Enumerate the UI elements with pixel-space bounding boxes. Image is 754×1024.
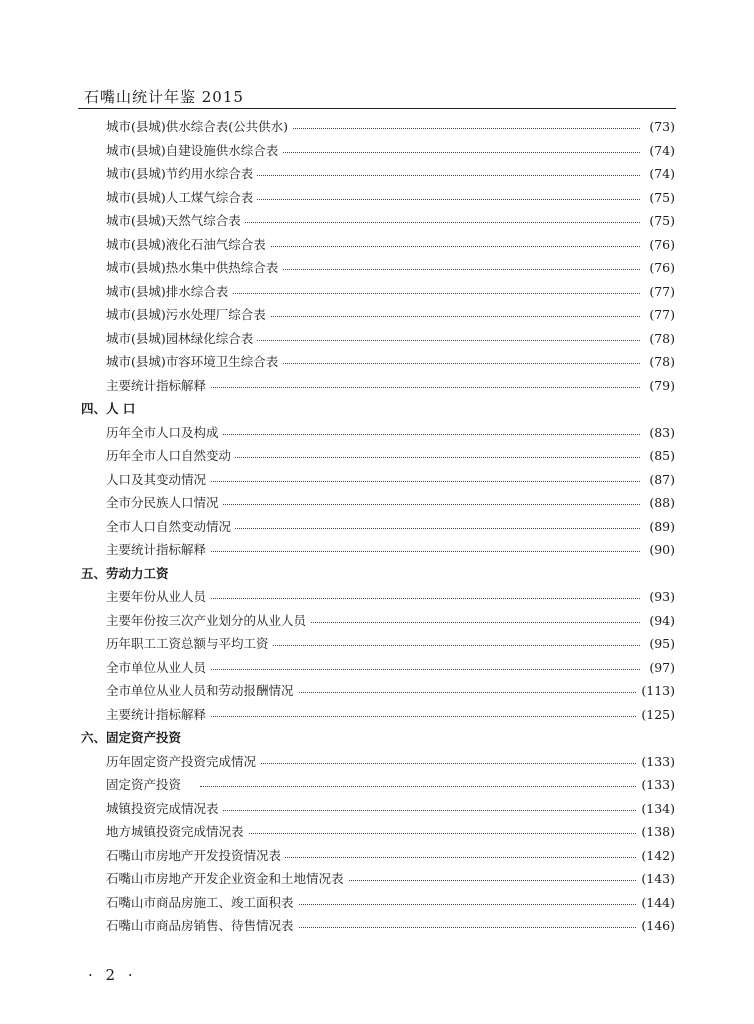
entry-page-number: (125) <box>637 703 675 727</box>
entry-title: 地方城镇投资完成情况表 <box>106 820 248 844</box>
toc-entry <box>0 750 754 774</box>
entry-page-number: (138) <box>637 820 675 844</box>
toc-entry <box>0 867 754 891</box>
header-rule <box>78 108 676 109</box>
entry-page-number: (90) <box>645 538 675 562</box>
dot-leader <box>200 175 640 176</box>
dot-leader <box>200 457 640 458</box>
entry-title: 石嘴山市房地产开发企业资金和土地情况表 <box>106 867 348 891</box>
entry-page-number: (77) <box>645 303 675 327</box>
entry-page-number: (76) <box>645 256 675 280</box>
entry-title: 城市(县城)天然气综合表 <box>106 209 245 233</box>
entry-title: 全市单位从业人员和劳动报酬情况 <box>106 679 298 703</box>
toc-entry <box>0 444 754 468</box>
toc-entry <box>0 515 754 539</box>
entry-page-number: (113) <box>637 679 675 703</box>
dot-leader <box>200 481 640 482</box>
entry-title: 历年全市人口自然变动 <box>106 444 235 468</box>
table-of-contents <box>0 115 754 938</box>
toc-entry <box>0 538 754 562</box>
toc-entry <box>0 256 754 280</box>
entry-title: 历年职工工资总额与平均工资 <box>106 632 273 656</box>
toc-entry <box>0 421 754 445</box>
section-title: 五、劳动力工资 <box>81 565 169 581</box>
dot-leader <box>200 810 640 811</box>
entry-page-number: (95) <box>645 632 675 656</box>
entry-title: 石嘴山市商品房施工、竣工面积表 <box>106 891 298 915</box>
entry-title: 历年固定资产投资完成情况 <box>106 750 260 774</box>
entry-page-number: (79) <box>645 374 675 398</box>
toc-entry <box>0 303 754 327</box>
entry-title: 历年全市人口及构成 <box>106 421 223 445</box>
toc-entry <box>0 468 754 492</box>
entry-title: 石嘴山市商品房销售、待售情况表 <box>106 914 298 938</box>
entry-title: 城市(县城)热水集中供热综合表 <box>106 256 282 280</box>
entry-page-number: (97) <box>645 656 675 680</box>
entry-page-number: (93) <box>645 585 675 609</box>
entry-title: 城市(县城)排水综合表 <box>106 280 232 304</box>
entry-page-number: (78) <box>645 350 675 374</box>
section-title: 四、人 口 <box>81 401 136 416</box>
toc-entry <box>0 797 754 821</box>
toc-entry <box>0 233 754 257</box>
dot-leader <box>200 763 640 764</box>
dot-leader <box>200 504 640 505</box>
toc-entry <box>0 679 754 703</box>
dot-leader <box>200 387 640 388</box>
entry-page-number: (78) <box>645 327 675 351</box>
entry-page-number: (134) <box>637 797 675 821</box>
entry-page-number: (74) <box>645 162 675 186</box>
entry-page-number: (143) <box>637 867 675 891</box>
toc-entry <box>0 914 754 938</box>
entry-page-number: (73) <box>645 115 675 139</box>
entry-page-number: (142) <box>637 844 675 868</box>
entry-title: 主要年份从业人员 <box>106 585 210 609</box>
entry-title: 城市(县城)节约用水综合表 <box>106 162 257 186</box>
dot-leader <box>200 598 640 599</box>
dot-leader <box>200 434 640 435</box>
entry-title: 城市(县城)液化石油气综合表 <box>106 233 270 257</box>
toc-entry <box>0 585 754 609</box>
toc-entry <box>0 656 754 680</box>
entry-title: 主要统计指标解释 <box>106 538 210 562</box>
entry-title: 城市(县城)人工煤气综合表 <box>106 186 257 210</box>
entry-title: 城镇投资完成情况表 <box>106 797 223 821</box>
dot-leader <box>200 340 640 341</box>
section-title: 六、固定资产投资 <box>81 730 182 745</box>
dot-leader <box>200 551 640 552</box>
dot-leader <box>200 222 640 223</box>
toc-entry <box>0 491 754 515</box>
entry-page-number: (133) <box>637 750 675 774</box>
toc-entry <box>0 844 754 868</box>
entry-page-number: (144) <box>637 891 675 915</box>
entry-title: 固定资产投资 <box>106 773 185 797</box>
toc-section-heading <box>0 726 754 750</box>
entry-title: 石嘴山市房地产开发投资情况表 <box>106 844 285 868</box>
entry-title: 全市单位从业人员 <box>106 656 210 680</box>
dot-leader <box>200 716 640 717</box>
entry-title: 城市(县城)自建设施供水综合表 <box>106 139 282 163</box>
entry-title: 城市(县城)园林绿化综合表 <box>106 327 257 351</box>
entry-page-number: (77) <box>645 280 675 304</box>
toc-entry <box>0 162 754 186</box>
entry-page-number: (133) <box>637 773 675 797</box>
entry-title: 城市(县城)污水处理厂综合表 <box>106 303 270 327</box>
toc-entry <box>0 609 754 633</box>
entry-title: 人口及其变动情况 <box>106 468 210 492</box>
dot-leader <box>200 669 640 670</box>
toc-entry <box>0 350 754 374</box>
entry-page-number: (85) <box>645 444 675 468</box>
dot-leader <box>200 199 640 200</box>
toc-entry <box>0 115 754 139</box>
entry-title: 全市人口自然变动情况 <box>106 515 235 539</box>
toc-entry <box>0 703 754 727</box>
entry-page-number: (146) <box>637 914 675 938</box>
toc-section-heading <box>0 562 754 586</box>
toc-entry <box>0 186 754 210</box>
entry-title: 主要统计指标解释 <box>106 703 210 727</box>
dot-leader <box>200 293 640 294</box>
entry-page-number: (94) <box>645 609 675 633</box>
entry-page-number: (76) <box>645 233 675 257</box>
page-number: · 2 · <box>88 966 137 984</box>
entry-title: 主要统计指标解释 <box>106 374 210 398</box>
entry-page-number: (75) <box>645 209 675 233</box>
toc-entry <box>0 632 754 656</box>
dot-leader <box>200 528 640 529</box>
entry-title: 城市(县城)供水综合表(公共供水) <box>106 115 292 139</box>
entry-page-number: (74) <box>645 139 675 163</box>
entry-page-number: (75) <box>645 186 675 210</box>
toc-section-heading <box>0 397 754 421</box>
entry-page-number: (83) <box>645 421 675 445</box>
entry-title: 城市(县城)市容环境卫生综合表 <box>106 350 282 374</box>
toc-entry <box>0 139 754 163</box>
toc-entry <box>0 773 754 797</box>
dot-leader <box>200 833 640 834</box>
toc-entry <box>0 374 754 398</box>
entry-page-number: (89) <box>645 515 675 539</box>
dot-leader <box>200 786 640 787</box>
entry-title: 主要年份按三次产业划分的从业人员 <box>106 609 310 633</box>
toc-entry <box>0 327 754 351</box>
entry-page-number: (88) <box>645 491 675 515</box>
entry-title: 全市分民族人口情况 <box>106 491 223 515</box>
toc-entry <box>0 891 754 915</box>
toc-entry <box>0 280 754 304</box>
running-header: 石嘴山统计年鉴 2015 <box>84 88 244 106</box>
toc-entry <box>0 209 754 233</box>
entry-page-number: (87) <box>645 468 675 492</box>
toc-entry <box>0 820 754 844</box>
